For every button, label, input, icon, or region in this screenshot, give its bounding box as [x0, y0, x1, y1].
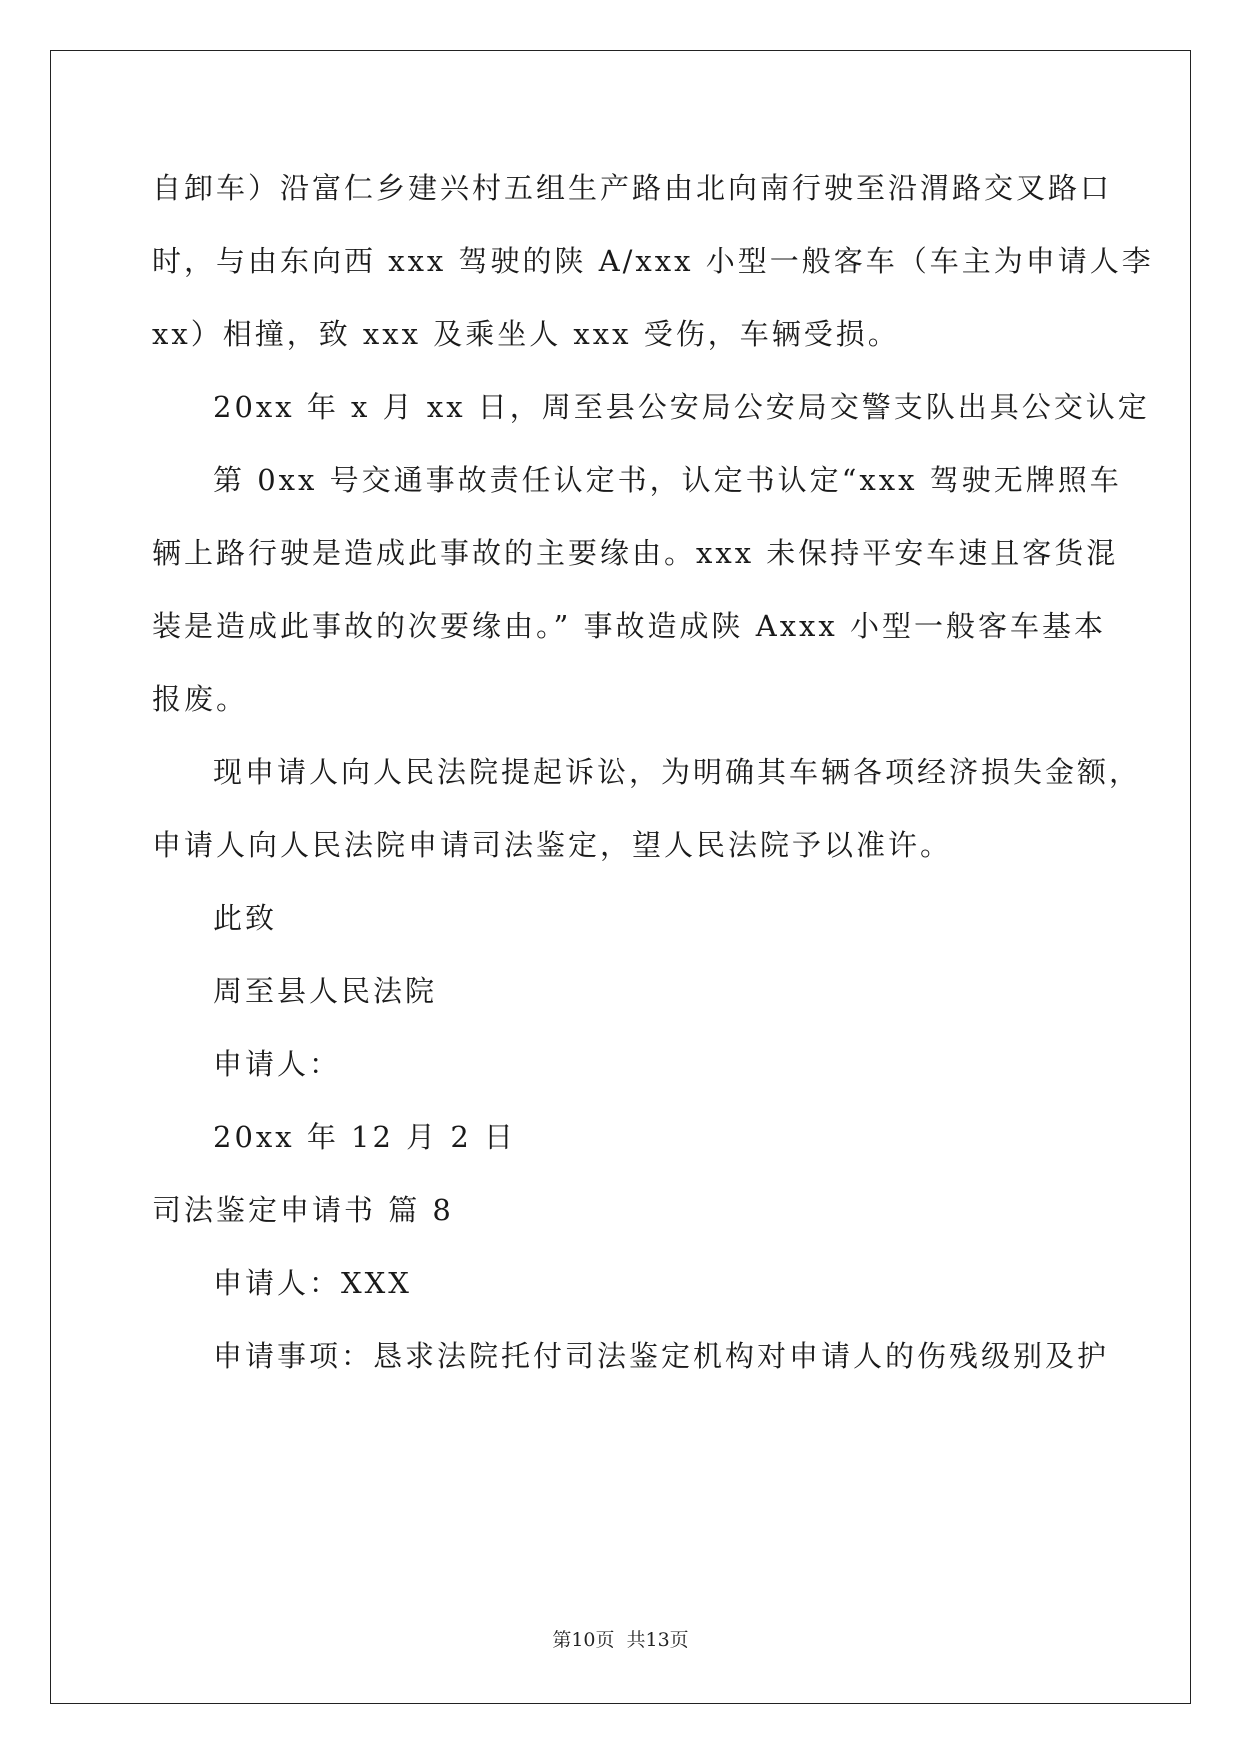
- text-line: 申请人向人民法院申请司法鉴定，望人民法院予以准许。: [152, 828, 953, 862]
- applicant-line: 申请人：XXX: [213, 1266, 412, 1300]
- text-line: xx）相撞，致 xxx 及乘坐人 xxx 受伤，车辆受损。: [152, 317, 900, 351]
- applicant-signature-label: 申请人：: [213, 1047, 342, 1081]
- text-line: 时，与由东向西 xxx 驾驶的陕 A/xxx 小型一般客车（车主为申请人李: [152, 244, 1154, 278]
- text-line: 辆上路行驶是造成此事故的主要缘由。xxx 未保持平安车速且客货混: [152, 536, 1119, 570]
- text-line: 第 0xx 号交通事故责任认定书，认定书认定“xxx 驾驶无牌照车: [213, 463, 1122, 497]
- recipient-court: 周至县人民法院: [213, 974, 438, 1008]
- text-line: 装是造成此事故的次要缘由。” 事故造成陕 Axxx 小型一般客车基本: [152, 609, 1106, 643]
- page-footer: [0, 1628, 1241, 1652]
- text-line: 现申请人向人民法院提起诉讼，为明确其车辆各项经济损失金额，: [213, 755, 1142, 789]
- text-line: 20xx 年 x 月 xx 日，周至县公安局公安局交警支队出具公交认定: [213, 390, 1150, 424]
- document-date: 20xx 年 12 月 2 日: [213, 1120, 517, 1154]
- text-line: 报废。: [152, 682, 249, 716]
- section-heading: 司法鉴定申请书 篇 8: [152, 1193, 454, 1227]
- page-border: [50, 50, 1191, 1704]
- text-line: 自卸车）沿富仁乡建兴村五组生产路由北向南行驶至沿渭路交叉路口: [152, 171, 1113, 205]
- application-matter-line: 申请事项：恳求法院托付司法鉴定机构对申请人的伤残级别及护: [213, 1339, 1110, 1373]
- page-total: 共13页: [626, 1629, 689, 1651]
- closing-salutation: 此致: [213, 901, 278, 935]
- page-number: 第10页: [552, 1629, 615, 1651]
